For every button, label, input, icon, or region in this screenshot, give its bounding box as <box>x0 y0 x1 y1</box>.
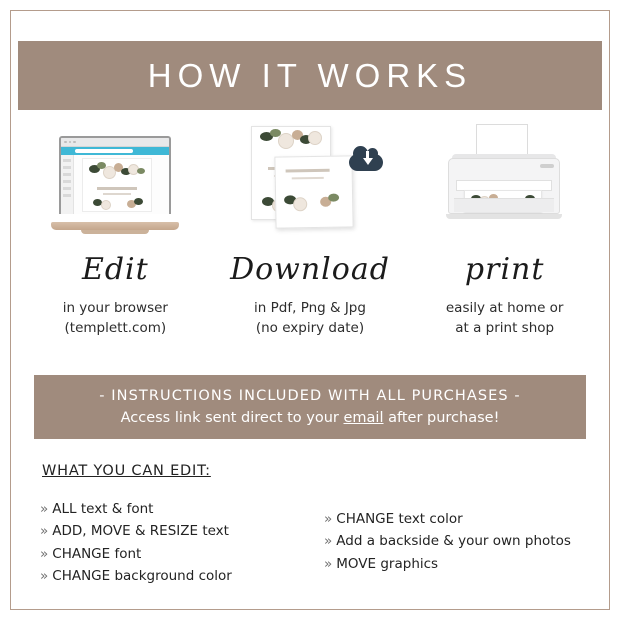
laptop-base <box>51 222 179 230</box>
caption-line: in your browser <box>62 300 168 316</box>
page-title: HOW IT WORKS <box>147 56 473 94</box>
caption-line: at a print shop <box>455 319 555 336</box>
list-item-label: CHANGE text color <box>336 511 463 527</box>
browser-tabbar <box>61 138 169 147</box>
caption-line: easily at home or <box>445 300 564 316</box>
edit-section-heading: WHAT YOU CAN EDIT: <box>42 463 211 479</box>
tab-dot-icon <box>64 141 67 144</box>
list-item <box>324 553 588 575</box>
printer-illustration <box>407 118 602 236</box>
laptop-foot <box>81 230 149 234</box>
list-item <box>40 498 314 520</box>
step-print <box>407 118 602 358</box>
edit-list-right <box>314 498 588 587</box>
url-field <box>75 149 133 153</box>
list-item <box>324 508 588 530</box>
step-caption-download <box>254 299 366 338</box>
caption-line: (templett.com) <box>64 319 167 336</box>
cloud-download-icon <box>349 146 383 172</box>
browser-urlbar <box>61 147 169 155</box>
step-caption-print <box>446 299 564 338</box>
instructions-subline-before: Access link sent direct to your <box>120 410 344 426</box>
invitation-card-front <box>274 155 353 228</box>
printer-tray <box>454 198 554 212</box>
list-item-label: MOVE graphics <box>336 555 439 572</box>
editor-canvas <box>61 155 169 214</box>
list-item <box>40 520 314 542</box>
instructions-subline-after: after purchase! <box>383 410 500 426</box>
instructions-headline: - INSTRUCTIONS INCLUDED WITH ALL PURCHASES - <box>99 388 521 404</box>
bullet-icon: » <box>324 533 333 550</box>
editor-sidebar <box>61 155 74 214</box>
list-item-label: ALL text & font <box>52 501 154 517</box>
instructions-subline <box>121 410 500 426</box>
printer-shadow <box>446 214 562 219</box>
bullet-icon: » <box>324 511 333 527</box>
edit-feature-lists <box>40 498 588 587</box>
list-item-label: Add a backside & your own photos <box>336 533 571 550</box>
instructions-band <box>34 375 586 439</box>
step-download <box>213 118 408 358</box>
edit-list-left <box>40 498 314 587</box>
bullet-icon: » <box>324 555 333 572</box>
printer-control-panel <box>540 164 554 168</box>
list-item-label: CHANGE font <box>52 545 142 562</box>
step-caption-edit <box>63 299 168 338</box>
list-item <box>40 543 314 565</box>
caption-line: (no expiry date) <box>255 319 365 336</box>
editor-document-preview <box>83 159 151 211</box>
cards-illustration <box>213 118 408 236</box>
bullet-icon: » <box>40 501 49 517</box>
step-label-print: print <box>464 252 545 287</box>
list-item <box>324 530 588 552</box>
steps-row <box>18 118 602 358</box>
list-item <box>40 565 314 587</box>
bullet-icon: » <box>40 523 49 540</box>
laptop-screen <box>59 136 171 214</box>
step-edit <box>18 118 213 358</box>
header-banner <box>18 41 602 110</box>
tab-dot-icon <box>69 141 72 144</box>
list-item-label: CHANGE background color <box>52 567 232 584</box>
email-link[interactable]: email <box>343 410 384 426</box>
list-item-label: ADD, MOVE & RESIZE text <box>52 523 229 540</box>
tab-dot-icon <box>73 141 76 144</box>
laptop-illustration <box>18 118 213 236</box>
step-label-download: Download <box>230 252 390 287</box>
bullet-icon: » <box>40 567 49 584</box>
caption-line: in Pdf, Png & Jpg <box>254 300 366 316</box>
step-label-edit: Edit <box>81 252 149 287</box>
bullet-icon: » <box>40 545 49 562</box>
